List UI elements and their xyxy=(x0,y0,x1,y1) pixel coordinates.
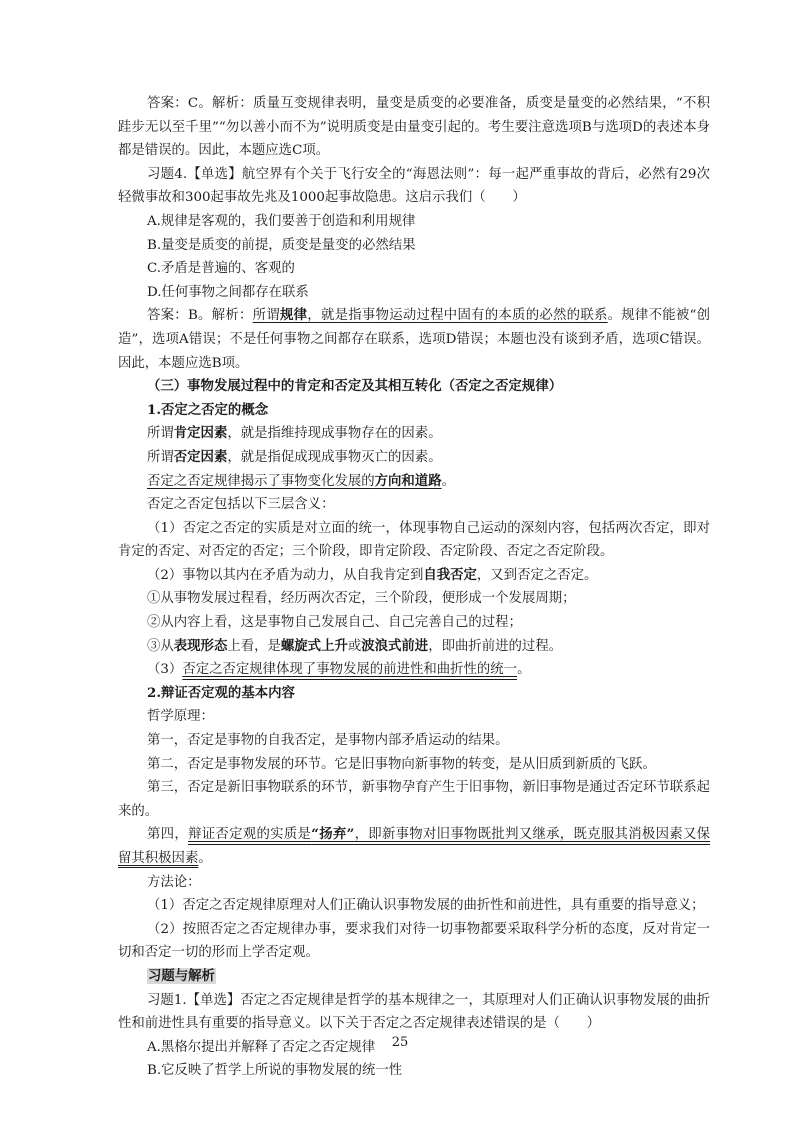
text-run: 上看，是 xyxy=(227,638,281,654)
emphasized-text: 否定之否定规律揭示了事物变化发展的 xyxy=(147,473,375,489)
text-run: 所谓 xyxy=(147,426,174,442)
paragraph xyxy=(118,281,710,305)
text-run: ②从内容上看，这是事物自己发展自己、自己完善自己的过程； xyxy=(147,615,522,631)
text-run: ，即曲折前进的过程。 xyxy=(428,638,563,654)
paragraph xyxy=(118,446,710,470)
text-run: 。 xyxy=(441,473,455,489)
emphasized-text: 2.辩证否定观的基本内容 xyxy=(147,684,295,701)
text-run: 。 xyxy=(198,851,212,866)
paragraph xyxy=(118,470,710,494)
text-run: 方法论： xyxy=(147,874,201,890)
text-run: 习题1.【单选】否定之否定规律是哲学的基本规律之一，其原理对人们正确认识事物发展的曲折性和前进性具有重要的指导意义。以下关于否定之否定规律表述错误的是（ ） xyxy=(118,992,710,1032)
paragraph xyxy=(118,234,710,258)
text-run: D.任何事物之间都存在联系 xyxy=(147,284,309,300)
text-run: 所谓 xyxy=(147,449,174,465)
paragraph xyxy=(118,564,710,588)
paragraph xyxy=(118,611,710,635)
text-run: （1）否定之否定的实质是对立面的统一，体现事物自己运动的深刻内容，包括两次否定，即对肯定的否定、对否定的否定；三个阶段，即肯定阶段、否定阶段、否定之否定阶段。 xyxy=(118,520,710,560)
text-run: C.矛盾是普遍的、客观的 xyxy=(147,261,295,277)
paragraph xyxy=(118,517,710,564)
text-run: A.规律是客观的，我们要善于创造和利用规律 xyxy=(147,213,416,229)
paragraph xyxy=(118,493,710,517)
text-run: ，就是指促成现成事物灭亡的因素。 xyxy=(227,449,442,465)
paragraph xyxy=(118,918,710,965)
paragraph xyxy=(118,163,710,210)
text-run: 答案：C。解析：质量互变规律表明，量变是质变的必要准备，质变是量变的必然结果，“不积跬步无以至千里”“勿以善小而不为”说明质变是由量变引起的。考生要注意选项B与选项D的表述本身都是错误的。因此，本题应选C项。 xyxy=(118,96,710,159)
text-run: 否定之否定包括以下三层含义： xyxy=(147,497,335,513)
text-run: 第四， xyxy=(147,827,189,843)
emphasized-text: 肯定因素 xyxy=(173,425,228,442)
paragraph xyxy=(118,871,710,895)
text-run: （3） xyxy=(147,662,183,678)
text-run: 哲学原理： xyxy=(147,709,214,725)
text-run: ，又到否定之否定。 xyxy=(476,567,598,583)
emphasized-text: ，就是指事物运动过程中固有的本质的必然的联系 xyxy=(307,308,608,324)
paragraph xyxy=(118,399,710,423)
paragraph xyxy=(118,635,710,659)
paragraph xyxy=(118,210,710,234)
emphasized-text: 1.否定之否定的概念 xyxy=(147,401,269,418)
emphasized-text: （三）事物发展过程中的肯定和否定及其相互转化（否定之否定规律） xyxy=(147,378,563,395)
paragraph xyxy=(118,257,710,281)
emphasized-text: 螺旋式上升 xyxy=(280,637,348,654)
emphasized-text: 否定因素 xyxy=(173,448,228,465)
paragraph xyxy=(118,989,710,1036)
paragraph xyxy=(118,682,710,706)
paragraph xyxy=(118,304,710,375)
emphasized-text: 表现形态 xyxy=(173,637,228,654)
text-run: 。 xyxy=(517,662,531,678)
paragraph xyxy=(118,705,710,729)
emphasized-text: 所谓 xyxy=(252,308,280,324)
text-run: 。规律不能被“创造”，选项A错误；不是任何事物之间都存在联系，选项D错误；本题也没有谈到矛盾，选项C错误。因此，本题应选B项。 xyxy=(118,308,711,371)
paragraph xyxy=(118,1059,710,1083)
emphasized-text: 方向和道路 xyxy=(374,472,442,489)
paragraph xyxy=(118,965,710,989)
paragraph xyxy=(118,422,710,446)
text-run: （1）否定之否定规律原理对人们正确认识事物发展的曲折性和前进性，具有重要的指导意义； xyxy=(147,898,705,914)
paragraph xyxy=(118,753,710,777)
emphasized-text: 辩证否定观的实质是 xyxy=(188,827,312,843)
emphasized-text: ，即新事物对旧事物既批判又继承，既克服其消极因素又保留其积极因素 xyxy=(118,827,711,866)
paragraph xyxy=(118,658,710,682)
text-run: ①从事物发展过程看，经历两次否定，三个阶段，便形成一个发展周期； xyxy=(147,591,576,607)
emphasized-text: 习题与解析 xyxy=(148,967,215,984)
emphasized-text: 自我否定 xyxy=(423,566,477,583)
text-run: 第三，否定是新旧事物联系的环节，新事物孕育产生于旧事物，新旧事物是通过否定环节联系起来的。 xyxy=(118,780,710,819)
text-run: 答案：B。解析： xyxy=(147,308,253,324)
text-run: 第一，否定是事物的自我否定，是事物内部矛盾运动的结果。 xyxy=(147,733,509,749)
emphasized-text: 否定之否定规律体现了事物发展的前进性和曲折性的统一 xyxy=(182,662,518,678)
paragraph xyxy=(118,587,710,611)
text-run: ③从 xyxy=(147,638,174,654)
text-run: ，就是指维持现成事物存在的因素。 xyxy=(227,426,442,442)
text-run: 习题4.【单选】航空界有个关于飞行安全的“海恩法则”：每一起严重事故的背后，必然有29次轻微事故和300起事故先兆及1000起事故隐患。这启示我们（ ） xyxy=(118,166,710,206)
paragraph xyxy=(118,823,710,870)
text-run: （2）事物以其内在矛盾为动力，从自我肯定到 xyxy=(147,567,424,583)
paragraph xyxy=(118,375,710,399)
text-run: 第二，否定是事物发展的环节。它是旧事物向新事物的转变，是从旧质到新质的飞跃。 xyxy=(147,756,656,772)
paragraph xyxy=(118,894,710,918)
page-content xyxy=(118,92,710,1083)
paragraph xyxy=(118,776,710,823)
text-run: 或 xyxy=(347,638,362,654)
paragraph xyxy=(118,729,710,753)
emphasized-text: 规律 xyxy=(279,307,308,324)
emphasized-text: “扬弃” xyxy=(311,826,355,843)
emphasized-text: 波浪式前进 xyxy=(361,637,429,654)
text-run: A.黑格尔提出并解释了否定之否定规律 xyxy=(147,1039,376,1055)
page-number: 25 xyxy=(391,1035,409,1050)
paragraph xyxy=(118,92,710,163)
text-run: （2）按照否定之否定规律办事，要求我们对待一切事物都要采取科学分析的态度，反对肯定一切和否定一切的形而上学否定观。 xyxy=(118,921,710,961)
text-run: B.它反映了哲学上所说的事物发展的统一性 xyxy=(147,1063,403,1079)
text-run: B.量变是质变的前提，质变是量变的必然结果 xyxy=(147,237,416,253)
